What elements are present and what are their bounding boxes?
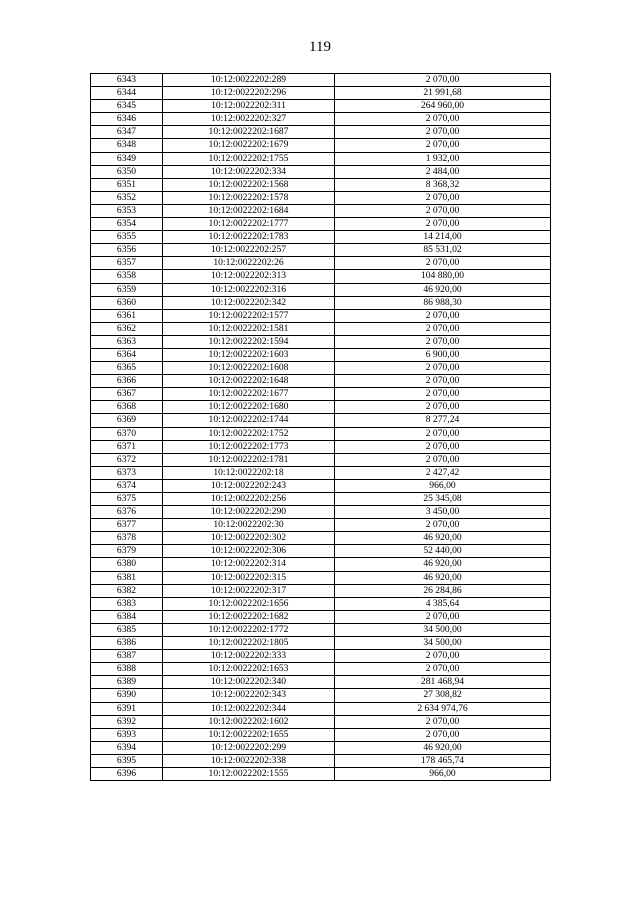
row-number-cell: 6392: [91, 715, 163, 728]
value-cell: 2 070,00: [335, 388, 551, 401]
cadastral-number-cell: 10:12:0022202:256: [163, 493, 335, 506]
table-row: [91, 702, 551, 715]
table-row: [91, 401, 551, 414]
value-cell: 2 070,00: [335, 335, 551, 348]
row-number-cell: 6348: [91, 139, 163, 152]
table-row: [91, 204, 551, 217]
table-row: [91, 244, 551, 257]
value-cell: 21 991,68: [335, 87, 551, 100]
value-cell: 46 920,00: [335, 571, 551, 584]
row-number-cell: 6378: [91, 532, 163, 545]
table-row: [91, 87, 551, 100]
table-row: [91, 532, 551, 545]
table-row: [91, 676, 551, 689]
value-cell: 2 070,00: [335, 453, 551, 466]
cadastral-number-cell: 10:12:0022202:1777: [163, 218, 335, 231]
table-row: [91, 440, 551, 453]
row-number-cell: 6388: [91, 663, 163, 676]
row-number-cell: 6385: [91, 623, 163, 636]
cadastral-number-cell: 10:12:0022202:316: [163, 283, 335, 296]
value-cell: 46 920,00: [335, 283, 551, 296]
table-row: [91, 571, 551, 584]
cadastral-number-cell: 10:12:0022202:317: [163, 584, 335, 597]
table-row: [91, 650, 551, 663]
table-row: [91, 296, 551, 309]
cadastral-number-cell: 10:12:0022202:1655: [163, 728, 335, 741]
row-number-cell: 6382: [91, 584, 163, 597]
cadastral-number-cell: 10:12:0022202:1653: [163, 663, 335, 676]
cadastral-number-cell: 10:12:0022202:1772: [163, 623, 335, 636]
value-cell: 2 070,00: [335, 375, 551, 388]
cadastral-number-cell: 10:12:0022202:306: [163, 545, 335, 558]
cadastral-number-cell: 10:12:0022202:1783: [163, 231, 335, 244]
cadastral-number-cell: 10:12:0022202:313: [163, 270, 335, 283]
value-cell: 2 070,00: [335, 519, 551, 532]
row-number-cell: 6369: [91, 414, 163, 427]
table-row: [91, 479, 551, 492]
table-row: [91, 362, 551, 375]
table-row: [91, 519, 551, 532]
row-number-cell: 6395: [91, 754, 163, 767]
row-number-cell: 6366: [91, 375, 163, 388]
value-cell: 178 465,74: [335, 754, 551, 767]
table-row: [91, 689, 551, 702]
row-number-cell: 6352: [91, 191, 163, 204]
value-cell: 2 070,00: [335, 440, 551, 453]
cadastral-number-cell: 10:12:0022202:1752: [163, 427, 335, 440]
row-number-cell: 6361: [91, 309, 163, 322]
cadastral-number-cell: 10:12:0022202:1680: [163, 401, 335, 414]
table-row: [91, 545, 551, 558]
cadastral-number-cell: 10:12:0022202:1679: [163, 139, 335, 152]
table-row: [91, 623, 551, 636]
value-cell: 85 531,02: [335, 244, 551, 257]
row-number-cell: 6344: [91, 87, 163, 100]
value-cell: 2 070,00: [335, 139, 551, 152]
row-number-cell: 6391: [91, 702, 163, 715]
value-cell: 27 308,82: [335, 689, 551, 702]
cadastral-number-cell: 10:12:0022202:1581: [163, 322, 335, 335]
cadastral-number-cell: 10:12:0022202:1568: [163, 178, 335, 191]
value-cell: 2 070,00: [335, 191, 551, 204]
table-row: [91, 453, 551, 466]
value-cell: 34 500,00: [335, 637, 551, 650]
cadastral-number-cell: 10:12:0022202:243: [163, 479, 335, 492]
row-number-cell: 6347: [91, 126, 163, 139]
cadastral-number-cell: 10:12:0022202:334: [163, 165, 335, 178]
row-number-cell: 6393: [91, 728, 163, 741]
table-row: [91, 178, 551, 191]
row-number-cell: 6386: [91, 637, 163, 650]
value-cell: 2 070,00: [335, 218, 551, 231]
value-cell: 2 634 974,76: [335, 702, 551, 715]
value-cell: 2 070,00: [335, 126, 551, 139]
cadastral-number-cell: 10:12:0022202:315: [163, 571, 335, 584]
row-number-cell: 6368: [91, 401, 163, 414]
row-number-cell: 6373: [91, 466, 163, 479]
table-row: [91, 165, 551, 178]
value-cell: 2 070,00: [335, 728, 551, 741]
value-cell: 2 070,00: [335, 427, 551, 440]
cadastral-number-cell: 10:12:0022202:1608: [163, 362, 335, 375]
table-row: [91, 191, 551, 204]
table-row: [91, 663, 551, 676]
row-number-cell: 6380: [91, 558, 163, 571]
value-cell: 3 450,00: [335, 506, 551, 519]
table-row: [91, 767, 551, 780]
cadastral-number-cell: 10:12:0022202:257: [163, 244, 335, 257]
cadastral-number-cell: 10:12:0022202:1687: [163, 126, 335, 139]
row-number-cell: 6365: [91, 362, 163, 375]
row-number-cell: 6394: [91, 741, 163, 754]
table-row: [91, 741, 551, 754]
value-cell: 264 960,00: [335, 100, 551, 113]
row-number-cell: 6377: [91, 519, 163, 532]
row-number-cell: 6357: [91, 257, 163, 270]
value-cell: 46 920,00: [335, 532, 551, 545]
cadastral-number-cell: 10:12:0022202:1603: [163, 348, 335, 361]
table-row: [91, 597, 551, 610]
value-cell: 46 920,00: [335, 741, 551, 754]
value-cell: 2 070,00: [335, 401, 551, 414]
cadastral-number-cell: 10:12:0022202:342: [163, 296, 335, 309]
value-cell: 2 427,42: [335, 466, 551, 479]
table-row: [91, 427, 551, 440]
value-cell: 86 988,30: [335, 296, 551, 309]
table-body: [91, 74, 551, 781]
table-row: [91, 113, 551, 126]
row-number-cell: 6384: [91, 610, 163, 623]
cadastral-number-cell: 10:12:0022202:1602: [163, 715, 335, 728]
table-row: [91, 414, 551, 427]
table-row: [91, 375, 551, 388]
cadastral-number-cell: 10:12:0022202:299: [163, 741, 335, 754]
cadastral-number-cell: 10:12:0022202:344: [163, 702, 335, 715]
cadastral-number-cell: 10:12:0022202:302: [163, 532, 335, 545]
value-cell: 1 932,00: [335, 152, 551, 165]
row-number-cell: 6346: [91, 113, 163, 126]
row-number-cell: 6358: [91, 270, 163, 283]
table-row: [91, 139, 551, 152]
row-number-cell: 6363: [91, 335, 163, 348]
table-row: [91, 493, 551, 506]
table-row: [91, 558, 551, 571]
row-number-cell: 6343: [91, 74, 163, 87]
value-cell: 2 070,00: [335, 322, 551, 335]
row-number-cell: 6374: [91, 479, 163, 492]
row-number-cell: 6351: [91, 178, 163, 191]
value-cell: 6 900,00: [335, 348, 551, 361]
value-cell: 2 070,00: [335, 610, 551, 623]
value-cell: 2 484,00: [335, 165, 551, 178]
row-number-cell: 6389: [91, 676, 163, 689]
row-number-cell: 6354: [91, 218, 163, 231]
table-row: [91, 126, 551, 139]
row-number-cell: 6360: [91, 296, 163, 309]
cadastral-number-cell: 10:12:0022202:18: [163, 466, 335, 479]
row-number-cell: 6383: [91, 597, 163, 610]
value-cell: 2 070,00: [335, 74, 551, 87]
row-number-cell: 6376: [91, 506, 163, 519]
value-cell: 25 345,08: [335, 493, 551, 506]
cadastral-number-cell: 10:12:0022202:1744: [163, 414, 335, 427]
table-row: [91, 348, 551, 361]
cadastral-number-cell: 10:12:0022202:30: [163, 519, 335, 532]
table-row: [91, 506, 551, 519]
value-cell: 26 284,86: [335, 584, 551, 597]
cadastral-number-cell: 10:12:0022202:1656: [163, 597, 335, 610]
cadastral-number-cell: 10:12:0022202:1682: [163, 610, 335, 623]
table-row: [91, 270, 551, 283]
cadastral-number-cell: 10:12:0022202:1578: [163, 191, 335, 204]
value-cell: 2 070,00: [335, 309, 551, 322]
cadastral-number-cell: 10:12:0022202:1781: [163, 453, 335, 466]
table-row: [91, 466, 551, 479]
cadastral-number-cell: 10:12:0022202:290: [163, 506, 335, 519]
value-cell: 966,00: [335, 479, 551, 492]
cadastral-number-cell: 10:12:0022202:1755: [163, 152, 335, 165]
row-number-cell: 6375: [91, 493, 163, 506]
cadastral-number-cell: 10:12:0022202:338: [163, 754, 335, 767]
row-number-cell: 6367: [91, 388, 163, 401]
row-number-cell: 6349: [91, 152, 163, 165]
table-row: [91, 309, 551, 322]
table-row: [91, 335, 551, 348]
cadastral-number-cell: 10:12:0022202:296: [163, 87, 335, 100]
value-cell: 2 070,00: [335, 204, 551, 217]
table-row: [91, 74, 551, 87]
value-cell: 2 070,00: [335, 257, 551, 270]
cadastral-number-cell: 10:12:0022202:340: [163, 676, 335, 689]
cadastral-number-cell: 10:12:0022202:333: [163, 650, 335, 663]
cadastral-value-table: [90, 73, 551, 781]
table-row: [91, 610, 551, 623]
value-cell: 2 070,00: [335, 715, 551, 728]
row-number-cell: 6345: [91, 100, 163, 113]
value-cell: 4 385,64: [335, 597, 551, 610]
table-row: [91, 715, 551, 728]
cadastral-number-cell: 10:12:0022202:1773: [163, 440, 335, 453]
table-row: [91, 152, 551, 165]
cadastral-number-cell: 10:12:0022202:289: [163, 74, 335, 87]
value-cell: 8 277,24: [335, 414, 551, 427]
cadastral-number-cell: 10:12:0022202:1555: [163, 767, 335, 780]
value-cell: 2 070,00: [335, 113, 551, 126]
row-number-cell: 6390: [91, 689, 163, 702]
cadastral-number-cell: 10:12:0022202:1577: [163, 309, 335, 322]
page-number: 119: [309, 39, 331, 55]
value-cell: 104 880,00: [335, 270, 551, 283]
row-number-cell: 6396: [91, 767, 163, 780]
row-number-cell: 6370: [91, 427, 163, 440]
row-number-cell: 6356: [91, 244, 163, 257]
cadastral-number-cell: 10:12:0022202:343: [163, 689, 335, 702]
row-number-cell: 6371: [91, 440, 163, 453]
row-number-cell: 6359: [91, 283, 163, 296]
table-row: [91, 283, 551, 296]
table-row: [91, 584, 551, 597]
cadastral-number-cell: 10:12:0022202:311: [163, 100, 335, 113]
row-number-cell: 6387: [91, 650, 163, 663]
row-number-cell: 6372: [91, 453, 163, 466]
table-row: [91, 322, 551, 335]
row-number-cell: 6379: [91, 545, 163, 558]
row-number-cell: 6364: [91, 348, 163, 361]
value-cell: 2 070,00: [335, 650, 551, 663]
table-row: [91, 257, 551, 270]
cadastral-number-cell: 10:12:0022202:1594: [163, 335, 335, 348]
row-number-cell: 6381: [91, 571, 163, 584]
cadastral-number-cell: 10:12:0022202:314: [163, 558, 335, 571]
cadastral-number-cell: 10:12:0022202:1805: [163, 637, 335, 650]
row-number-cell: 6353: [91, 204, 163, 217]
table-row: [91, 231, 551, 244]
table-row: [91, 754, 551, 767]
row-number-cell: 6362: [91, 322, 163, 335]
value-cell: 52 440,00: [335, 545, 551, 558]
table-row: [91, 637, 551, 650]
cadastral-number-cell: 10:12:0022202:26: [163, 257, 335, 270]
value-cell: 2 070,00: [335, 362, 551, 375]
value-cell: 966,00: [335, 767, 551, 780]
table-row: [91, 100, 551, 113]
value-cell: 2 070,00: [335, 663, 551, 676]
row-number-cell: 6355: [91, 231, 163, 244]
cadastral-number-cell: 10:12:0022202:1648: [163, 375, 335, 388]
value-cell: 281 468,94: [335, 676, 551, 689]
table-row: [91, 728, 551, 741]
cadastral-number-cell: 10:12:0022202:327: [163, 113, 335, 126]
value-cell: 8 368,32: [335, 178, 551, 191]
row-number-cell: 6350: [91, 165, 163, 178]
value-cell: 34 500,00: [335, 623, 551, 636]
table-row: [91, 388, 551, 401]
value-cell: 14 214,00: [335, 231, 551, 244]
value-cell: 46 920,00: [335, 558, 551, 571]
cadastral-number-cell: 10:12:0022202:1684: [163, 204, 335, 217]
cadastral-number-cell: 10:12:0022202:1677: [163, 388, 335, 401]
table-row: [91, 218, 551, 231]
